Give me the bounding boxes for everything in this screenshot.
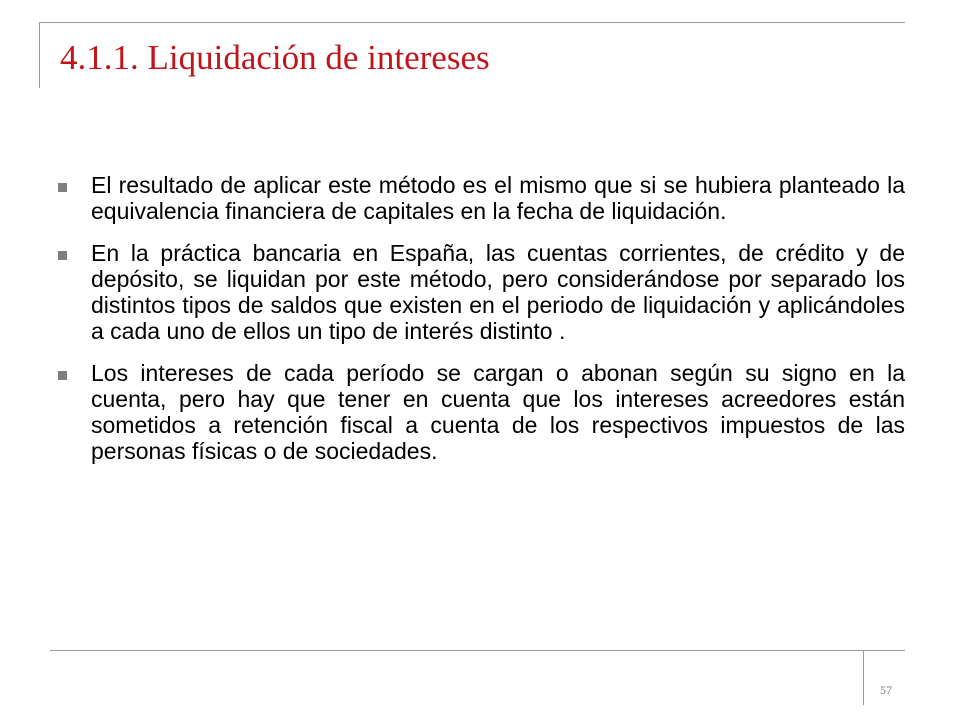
bullet-item (58, 172, 905, 224)
page-number-divider (863, 650, 864, 705)
bullet-item (58, 240, 905, 344)
square-bullet-icon (58, 371, 67, 380)
slide-title: 4.1.1. Liquidación de intereses (60, 38, 490, 77)
bullet-text: En la práctica bancaria en España, las cuentas corrientes, de crédito y de depósito, se liquidan por este método, pero considerándose por separado los distintos tipos de saldos que existen en el periodo de liquidación y aplicándoles a cada uno de ellos un tipo de interés distinto . (91, 240, 905, 344)
bottom-border-line (50, 650, 905, 651)
top-border-line (39, 22, 905, 23)
bullet-text: El resultado de aplicar este método es el mismo que si se hubiera planteado la equivalencia financiera de capitales en la fecha de liquidación. (91, 172, 905, 224)
bullet-list (58, 172, 905, 480)
page-number: 57 (880, 683, 892, 697)
bullet-text: Los intereses de cada período se cargan o abonan según su signo en la cuenta, pero hay que tener en cuenta que los intereses acreedores están sometidos a retención fiscal a cuenta de los respectivos impuestos de las personas físicas o de sociedades. (91, 360, 905, 464)
square-bullet-icon (58, 251, 67, 260)
left-border-line (39, 22, 40, 88)
bullet-item (58, 360, 905, 464)
square-bullet-icon (58, 183, 67, 192)
